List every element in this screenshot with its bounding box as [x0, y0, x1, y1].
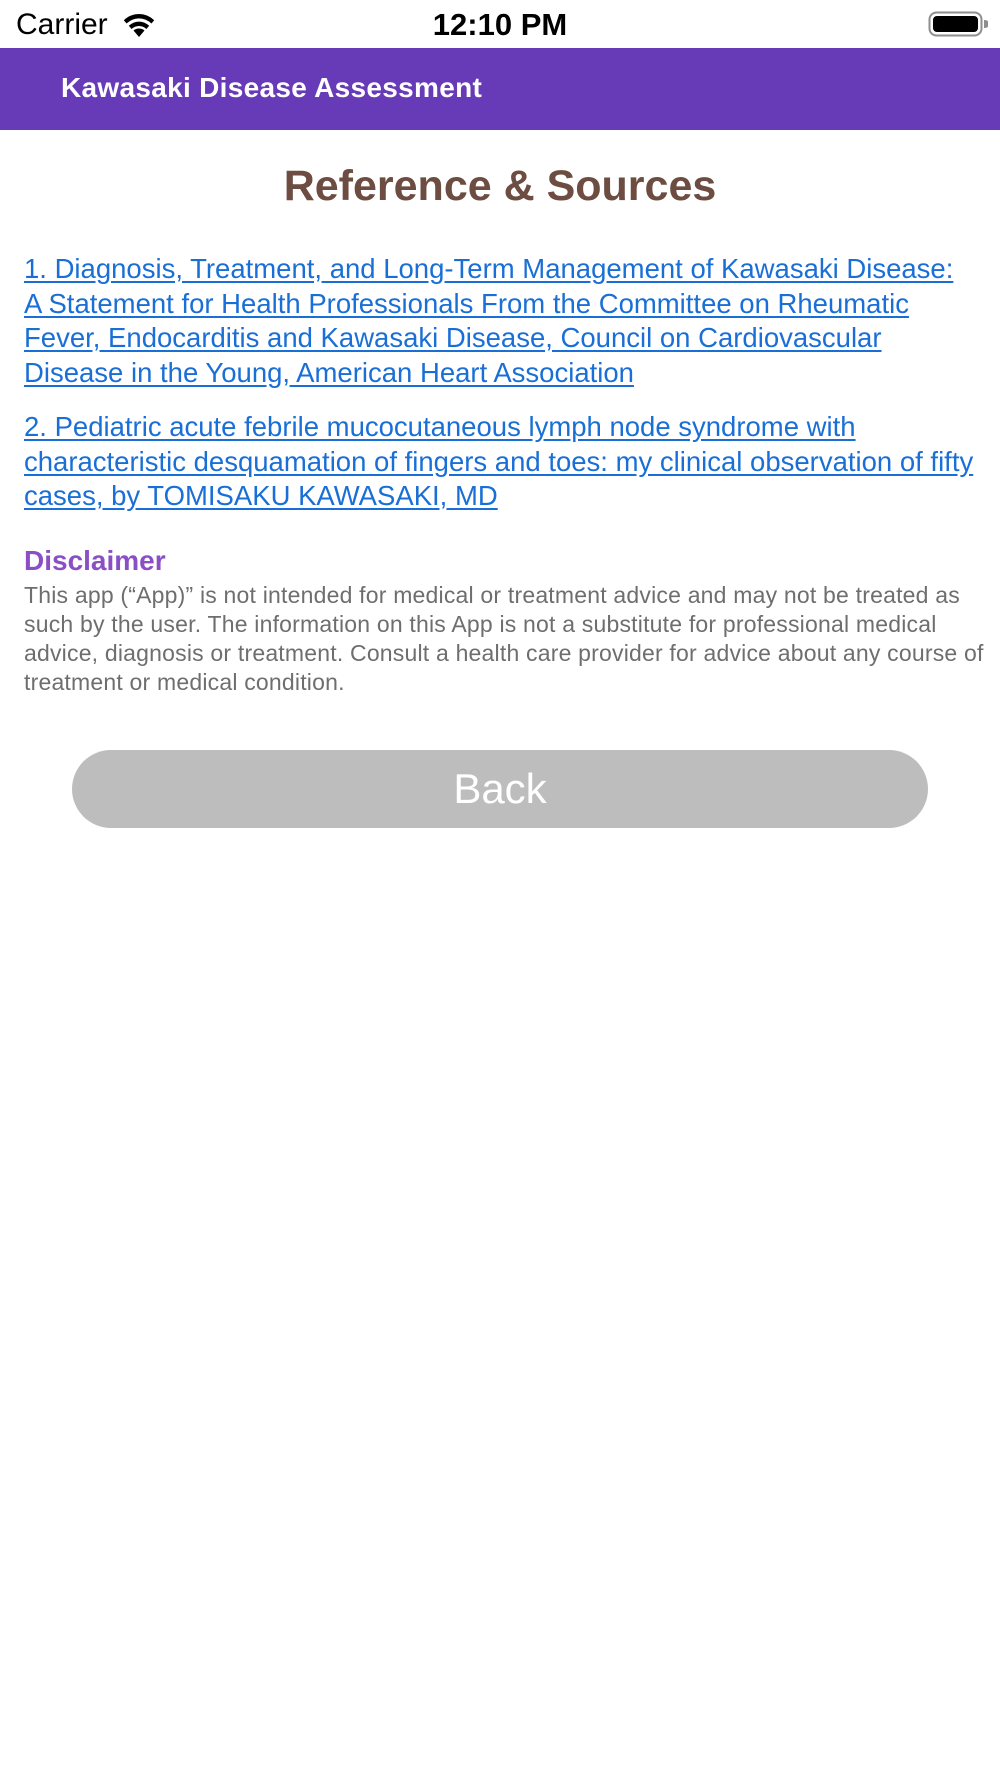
nav-title: Kawasaki Disease Assessment — [61, 72, 483, 103]
reference-link-1[interactable]: 1. Diagnosis, Treatment, and Long-Term Management of Kawasaki Disease: A Statement for Health Professionals From the Committee on Rheumatic Fever, Endocarditis and Kawasaki Disease, Council on Cardiovascular Disease in the Young, American Heart Association — [24, 253, 954, 388]
battery-icon — [928, 10, 988, 38]
status-bar — [0, 0, 1000, 48]
page-title: Reference & Sources — [283, 162, 717, 210]
nav-bar — [0, 48, 1000, 130]
status-time: 12:10 PM — [432, 7, 568, 42]
carrier-label: Carrier — [16, 8, 108, 41]
disclaimer-text: This app (“App)” is not intended for medical or treatment advice and may not be treated as such by the user. The information on this App is not a substitute for professional medical advice, diagnosis or treatment. Consult a health care provider for advice about any course of treatment or medical condition. — [24, 582, 984, 695]
back-button[interactable]: Back — [72, 750, 928, 828]
disclaimer-heading: Disclaimer — [24, 545, 166, 576]
reference-link-2[interactable]: 2. Pediatric acute febrile mucocutaneous lymph node syndrome with characteristic desquamation of fingers and toes: my clinical observation of fifty cases, by TOMISAKU KAWASAKI, MD — [24, 411, 974, 511]
